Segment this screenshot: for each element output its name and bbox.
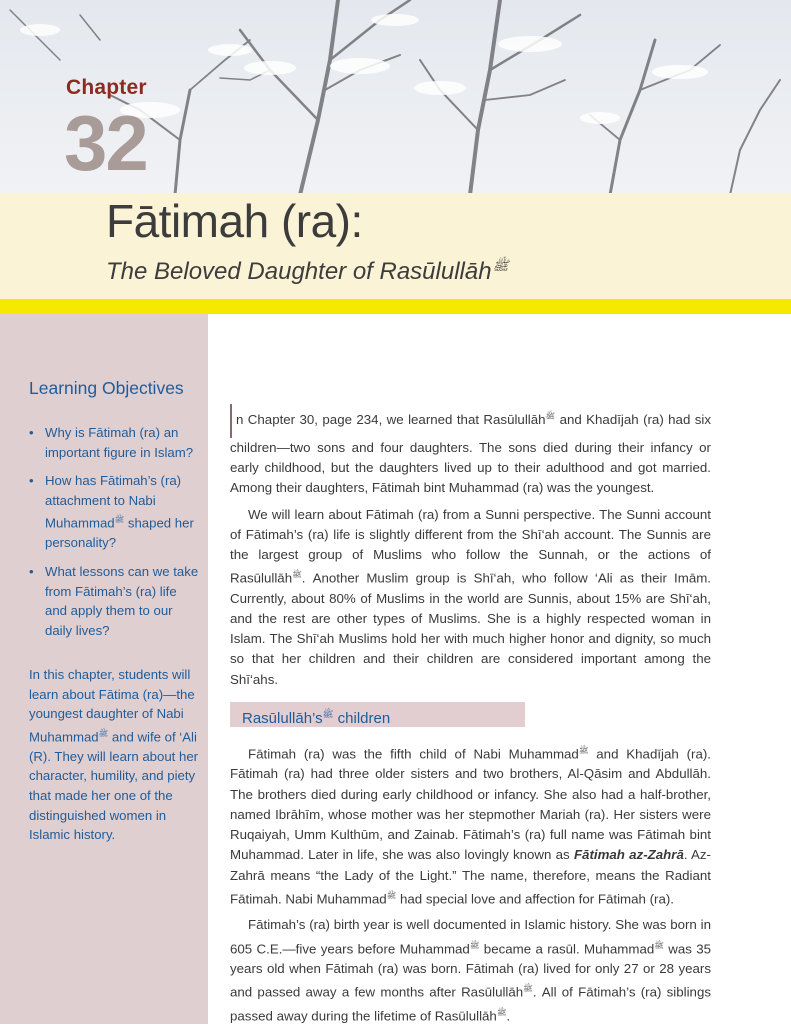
- paragraph-text: . Another Muslim group is Shī‘ah, who follow ‘Ali as their Imām. Currently, about 80% of Muslims in the world are Sunnis, about 15% are Shī‘ah, and the rest are other types of Muslims. She is a highly respected woman in Islam. The Shī‘ah Muslims hold her with much higher honor and dignity, so much so that her children and their children are considered important among the Shī‘ahs.: [230, 570, 711, 687]
- chapter-number: 32: [64, 99, 147, 187]
- paragraph-text: had special love and affection for Fātimah (ra).: [396, 891, 674, 907]
- paragraph-text: became a rasūl. Muhammad: [479, 940, 655, 956]
- paragraph-text: was 35 years old when Fātimah (ra) was born. Fātimah (ra) lived for only 27 or 28 years and passed away a few months after Rasūlullāh: [230, 940, 712, 1000]
- paragraph-intro: [230, 404, 711, 499]
- chapter-summary: [29, 665, 204, 845]
- bullet-icon: •: [29, 473, 34, 489]
- yellow-divider-bar: [0, 299, 791, 314]
- paragraph-text: Fātimah’s (ra) birth year is well documented in Islamic history. She was born in 605 C.E.—five years before Muhammad: [230, 917, 711, 956]
- chapter-summary-text: and wife of ‘Ali (R). They will learn about her character, humility, and piety that made her one of the distinguished women in Islamic history.: [29, 729, 199, 843]
- objective-item: [29, 562, 201, 640]
- chapter-subtitle: [106, 258, 509, 287]
- honorific-symbol: ﷺ: [578, 745, 589, 755]
- chapter-summary-text: In this chapter, students will learn about Fātima (ra)—the youngest daughter of Nabi Muhammad: [29, 667, 195, 745]
- honorific-symbol: ﷺ: [545, 411, 556, 421]
- objective-text: What lessons can we take from Fātimah’s (ra) life and apply them to our daily lives?: [45, 563, 199, 638]
- learning-objectives-list: [29, 423, 201, 649]
- emphasized-name: Fātimah az-Zahrā: [573, 847, 684, 863]
- paragraph-sunni-perspective: [230, 505, 711, 690]
- section-heading-text: children: [333, 709, 391, 727]
- main-text-column: [230, 404, 711, 1033]
- drop-cap-i: [230, 404, 232, 438]
- section-heading-text: Rasūlullāh’s: [242, 709, 323, 727]
- objective-text-tail: shaped her personality?: [45, 515, 194, 551]
- paragraph-text: We will learn about Fātimah (ra) from a Sunni perspective. The Sunni account of Fātimah’s (ra) life is slightly different from the Shī‘ah account. The Sunnis are the largest group of Muslims who follow the Sunnah, or the actions of Rasūlullāh: [230, 506, 711, 586]
- honorific-symbol: ﷺ: [322, 708, 334, 719]
- objective-text: Why is Fātimah (ra) an important figure in Islam?: [45, 425, 194, 460]
- paragraph-text: .: [506, 1008, 511, 1024]
- chapter-title: Fātimah (ra):: [106, 195, 363, 247]
- paragraph-text: n Chapter 30, page 234, we learned that Rasūlullāh: [236, 412, 546, 427]
- section-heading-children: [230, 702, 525, 727]
- objective-item: [29, 423, 201, 462]
- paragraph-text: . All of Fātimah’s (ra) siblings passed away during the lifetime of Rasūlullāh: [230, 984, 711, 1024]
- honorific-symbol: ﷺ: [292, 570, 302, 580]
- honorific-symbol: ﷺ: [496, 1007, 507, 1017]
- learning-objectives-heading: Learning Objectives: [29, 378, 184, 398]
- honorific-symbol: ﷺ: [386, 890, 397, 900]
- paragraph-text: Fātimah (ra) was the fifth child of Nabi Muhammad: [248, 746, 579, 762]
- paragraph-fifth-child: [230, 741, 711, 909]
- bullet-icon: •: [29, 425, 34, 440]
- paragraph-birth-year: [230, 915, 711, 1026]
- honorific-symbol: ﷺ: [523, 984, 533, 994]
- honorific-symbol: ﷺ: [98, 728, 109, 738]
- paragraph-text: and Khadījah (ra) had six children—two sons and four daughters. The sons died during their infancy or early childhood, but the daughters lived up to their adulthood and got married. Among their daughters, Fātimah bint Muhammad (ra) was the youngest.: [230, 412, 712, 496]
- honorific-symbol: ﷺ: [114, 515, 125, 525]
- objective-item: [29, 471, 201, 553]
- honorific-symbol: ﷺ: [654, 940, 664, 950]
- chapter-subtitle-text: The Beloved Daughter of Rasūlullāh: [106, 258, 492, 285]
- objective-text: How has Fātimah’s (ra) attachment to Nabi Muhammad: [45, 473, 182, 531]
- honorific-symbol: ﷺ: [492, 258, 509, 273]
- bullet-icon: •: [29, 563, 34, 579]
- paragraph-text: and Khadījah (ra). Fātimah (ra) had three older sisters and two brothers, Al-Qāsim and Abdullāh. The brothers died during early childhood or infancy. She also had a half-brother, named Ibrāhīm, whose mother was her stepmother Mariah (ra). Her sisters were Ruqaiyah, Umm Kulthūm, and Zainab. Fātimah’s (ra) full name was Fātimah bint Muhammad. Later in life, she was also lovingly known as: [230, 746, 711, 863]
- paragraph-text: . Az-Zahrā means “the Lady of the Light.” The name, therefore, means the Radiant Fātimah. Nabi Muhammad: [230, 847, 711, 907]
- honorific-symbol: ﷺ: [469, 940, 480, 950]
- chapter-label: Chapter: [66, 76, 147, 99]
